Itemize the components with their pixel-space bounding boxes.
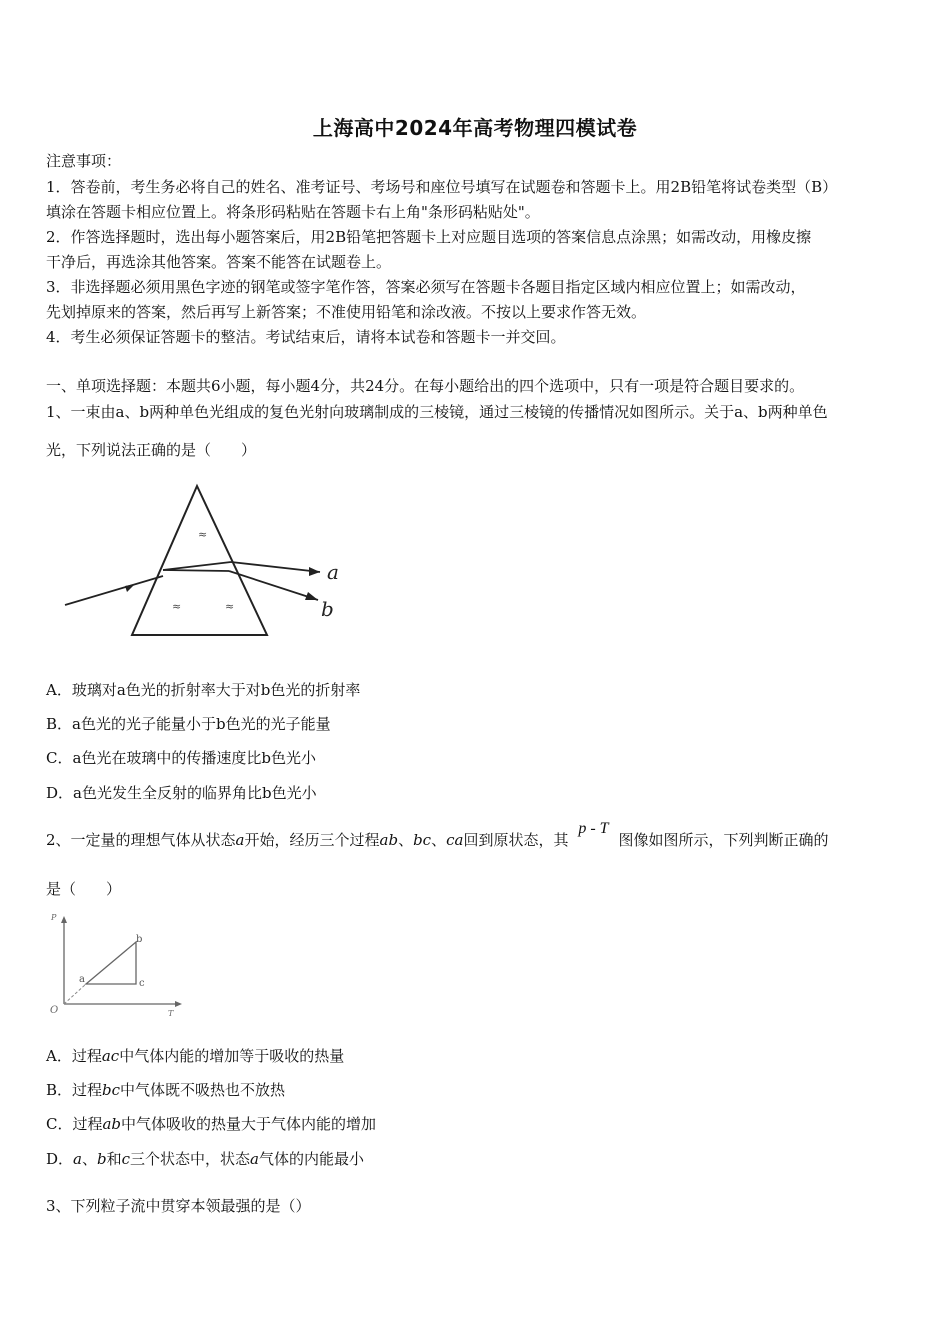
q2-stem-line1: 2、一定量的理想气体从状态a开始，经历三个过程ab、bc、ca回到原状态，其p - T图像如图所示，下列判断正确的 [46, 820, 829, 849]
q1-option-d: D．a色光发生全反射的临界角比b色光小 [46, 784, 317, 802]
point-a-label: a [79, 974, 85, 985]
prism-figure [55, 478, 365, 643]
glass-hatch: ≈ [225, 600, 235, 613]
notice-line: 2．作答选择题时，选出每小题答案后，用2B铅笔把答题卡上对应题目选项的答案信息点涂黑；如需改动，用橡皮擦 [46, 228, 812, 246]
q2-option-c: C．过程ab中气体吸收的热量大于气体内能的增加 [46, 1115, 377, 1133]
q1-option-c: C．a色光在玻璃中的传播速度比b色光小 [46, 749, 317, 767]
notice-line: 4．考生必须保证答题卡的整洁。考试结束后，请将本试卷和答题卡一并交回。 [46, 328, 566, 346]
origin-label: O [50, 1005, 59, 1016]
prism-triangle [132, 486, 267, 635]
q3-stem: 3、下列粒子流中贯穿本领最强的是（） [46, 1197, 311, 1215]
axis-label-t: T [168, 1009, 174, 1018]
glass-hatch: ≈ [198, 528, 208, 541]
label-a: a [327, 560, 339, 584]
pt-label: p - T [578, 820, 609, 837]
point-b-label: b [136, 934, 143, 945]
incident-ray [65, 576, 163, 605]
q2-option-d: D．a、b和c三个状态中，状态a气体的内能最小 [46, 1150, 365, 1168]
incident-arrowhead [125, 584, 135, 592]
notice-line: 1．答卷前，考生务必将自己的姓名、准考证号、考场号和座位号填写在试题卷和答题卡上。用2B铅笔将试卷类型（B） [46, 178, 838, 196]
exit-ray-b [229, 571, 318, 600]
exit-ray-a [231, 562, 320, 572]
q2-stem-line2: 是（ ） [46, 880, 122, 898]
label-b: b [321, 597, 334, 621]
refracted-ray-a [163, 562, 231, 570]
arrowhead-b [305, 592, 318, 600]
notice-line: 干净后，再选涂其他答案。答案不能答在试题卷上。 [46, 253, 392, 271]
dashed-line [64, 984, 86, 1004]
q1-option-b: B．a色光的光子能量小于b色光的光子能量 [46, 715, 331, 733]
glass-hatch: ≈ [172, 600, 182, 613]
notice-line: 先划掉原来的答案，然后再写上新答案；不准使用铅笔和涂改液。不按以上要求作答无效。 [46, 303, 647, 321]
arrowhead-a [309, 567, 320, 576]
q1-stem-line2: 光，下列说法正确的是（ ） [46, 441, 257, 459]
point-c-label: c [139, 978, 145, 989]
page-title: 上海高中2024年高考物理四模试卷 [312, 116, 638, 140]
q1-option-a: A．玻璃对a色光的折射率大于对b色光的折射率 [46, 681, 361, 699]
section-heading: 一、单项选择题：本题共6小题，每小题4分，共24分。在每小题给出的四个选项中，只有一项是符合题目要求的。 [46, 377, 805, 395]
axis-label-p: P [51, 913, 57, 922]
notice-heading: 注意事项： [46, 152, 122, 170]
q2-option-b: B．过程bc中气体既不吸热也不放热 [46, 1081, 286, 1099]
refracted-ray-b [163, 570, 229, 571]
cycle-triangle [86, 942, 136, 984]
q1-stem-line1: 1、一束由a、b两种单色光组成的复色光射向玻璃制成的三棱镜，通过三棱镜的传播情况如图所示。关于a、b两种单色 [46, 403, 828, 421]
notice-line: 3．非选择题必须用黑色字迹的钢笔或签字笔作答，答案必须写在答题卡各题目指定区域内相应位置上；如需改动， [46, 278, 806, 296]
notice-line: 填涂在答题卡相应位置上。将条形码粘贴在答题卡右上角"条形码粘贴处"。 [46, 203, 540, 221]
pt-graph [44, 908, 184, 1020]
q2-option-a: A．过程ac中气体内能的增加等于吸收的热量 [46, 1047, 345, 1065]
